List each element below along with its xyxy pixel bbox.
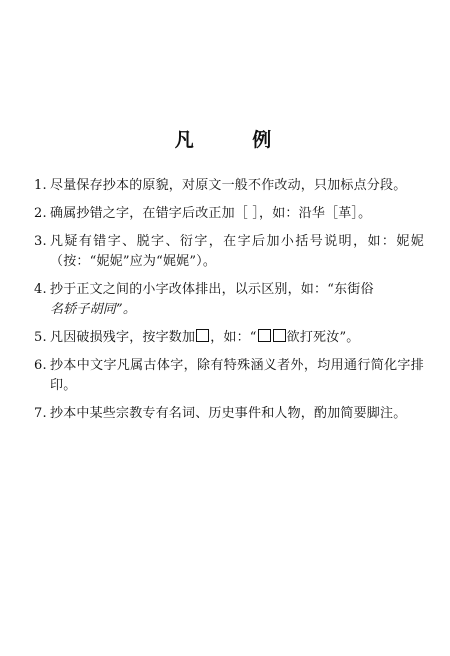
item-number: 3. [34, 234, 47, 249]
item-number: 5. [34, 330, 47, 345]
item-text: 确属抄错之字，在错字后改正加［ ］，如：沿华［革］。 [50, 206, 372, 221]
item-text-part: 凡因破损残字，按字数加 [50, 330, 196, 345]
item-text-part: 抄于正文之间的小字改体排出，以示区别，如：“东街俗 [50, 282, 374, 297]
list-item [34, 204, 424, 224]
conventions-list [34, 176, 424, 432]
item-text: 尽量保存抄本的原貌，对原文一般不作改动，只加标点分段。 [50, 178, 407, 193]
item-text: 抄本中文字凡属古体字，除有特殊涵义者外，均用通行简化字排印。 [50, 358, 424, 393]
page-title: 凡 例 [174, 129, 298, 151]
list-item [34, 280, 424, 320]
list-item [34, 176, 424, 196]
missing-char-box-icon [273, 329, 286, 342]
item-text: 凡疑有错字、脱字、衍字，在字后加小括号说明，如：妮妮（按：“妮妮”应为“娓娓”）。 [50, 234, 424, 269]
list-item [34, 232, 424, 272]
item-text-small-part: 名轿子胡同”。 [50, 302, 137, 317]
list-item [34, 328, 424, 348]
item-text-part: ，如：“ [210, 330, 257, 345]
item-text-part: 欲打死汝”。 [286, 330, 360, 345]
item-text: 抄本中某些宗教专有名词、历史事件和人物，酌加简要脚注。 [50, 406, 407, 421]
item-number: 7. [34, 406, 47, 421]
item-number: 1. [34, 178, 47, 193]
missing-char-box-icon [196, 329, 209, 342]
item-number: 6. [34, 358, 47, 373]
list-item [34, 356, 424, 396]
item-number: 4. [34, 282, 47, 297]
item-text [50, 328, 424, 348]
item-number: 2. [34, 206, 47, 221]
missing-char-box-icon [258, 329, 271, 342]
item-text [50, 280, 424, 320]
list-item [34, 404, 424, 424]
